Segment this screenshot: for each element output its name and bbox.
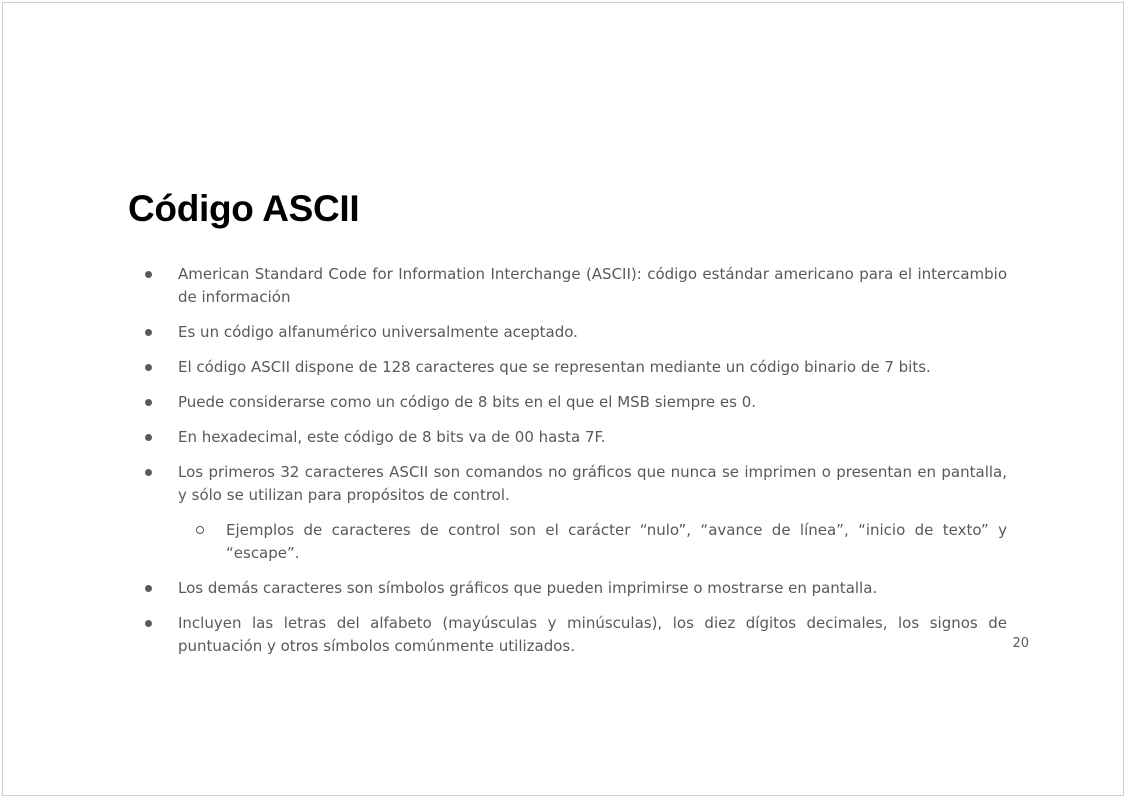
filled-circle-bullet-icon bbox=[145, 271, 152, 278]
filled-circle-bullet-icon bbox=[145, 364, 152, 371]
page-number: 20 bbox=[1012, 636, 1029, 651]
bullet-item bbox=[141, 321, 1007, 344]
hollow-circle-bullet-icon bbox=[196, 526, 204, 534]
bullet-item bbox=[141, 461, 1007, 507]
filled-circle-bullet-icon bbox=[145, 469, 152, 476]
bullet-text: El código ASCII dispone de 128 caracteres que se representan mediante un código binario de 7 bits. bbox=[178, 358, 931, 376]
filled-circle-bullet-icon bbox=[145, 399, 152, 406]
bullet-item bbox=[141, 263, 1007, 309]
bullet-text: Es un código alfanumérico universalmente aceptado. bbox=[178, 323, 578, 341]
bullet-item bbox=[141, 426, 1007, 449]
slide-title: Código ASCII bbox=[128, 188, 360, 229]
bullet-text: Incluyen las letras del alfabeto (mayúsculas y minúsculas), los diez dígitos decimales, los signos de puntuación y otros símbolos comúnmente utilizados. bbox=[178, 614, 1007, 655]
filled-circle-bullet-icon bbox=[145, 620, 152, 627]
bullet-text: Ejemplos de caracteres de control son el carácter “nulo”, “avance de línea”, “inicio de texto” y “escape”. bbox=[226, 521, 1007, 562]
bullet-text: En hexadecimal, este código de 8 bits va de 00 hasta 7F. bbox=[178, 428, 606, 446]
filled-circle-bullet-icon bbox=[145, 434, 152, 441]
bullet-item bbox=[141, 391, 1007, 414]
bullet-text: American Standard Code for Information Interchange (ASCII): código estándar americano para el intercambio de información bbox=[178, 265, 1007, 306]
bullet-item bbox=[141, 577, 1007, 600]
bullet-item bbox=[141, 356, 1007, 379]
slide bbox=[2, 2, 1124, 796]
bullet-text: Puede considerarse como un código de 8 bits en el que el MSB siempre es 0. bbox=[178, 393, 757, 411]
sub-bullet-item bbox=[141, 519, 1007, 565]
bullet-text: Los primeros 32 caracteres ASCII son comandos no gráficos que nunca se imprimen o presentan en pantalla, y sólo se utilizan para propósitos de control. bbox=[178, 463, 1007, 504]
bullet-text: Los demás caracteres son símbolos gráficos que pueden imprimirse o mostrarse en pantalla. bbox=[178, 579, 878, 597]
filled-circle-bullet-icon bbox=[145, 585, 152, 592]
bullet-item bbox=[141, 612, 1007, 658]
bullet-list bbox=[141, 263, 1007, 670]
filled-circle-bullet-icon bbox=[145, 329, 152, 336]
